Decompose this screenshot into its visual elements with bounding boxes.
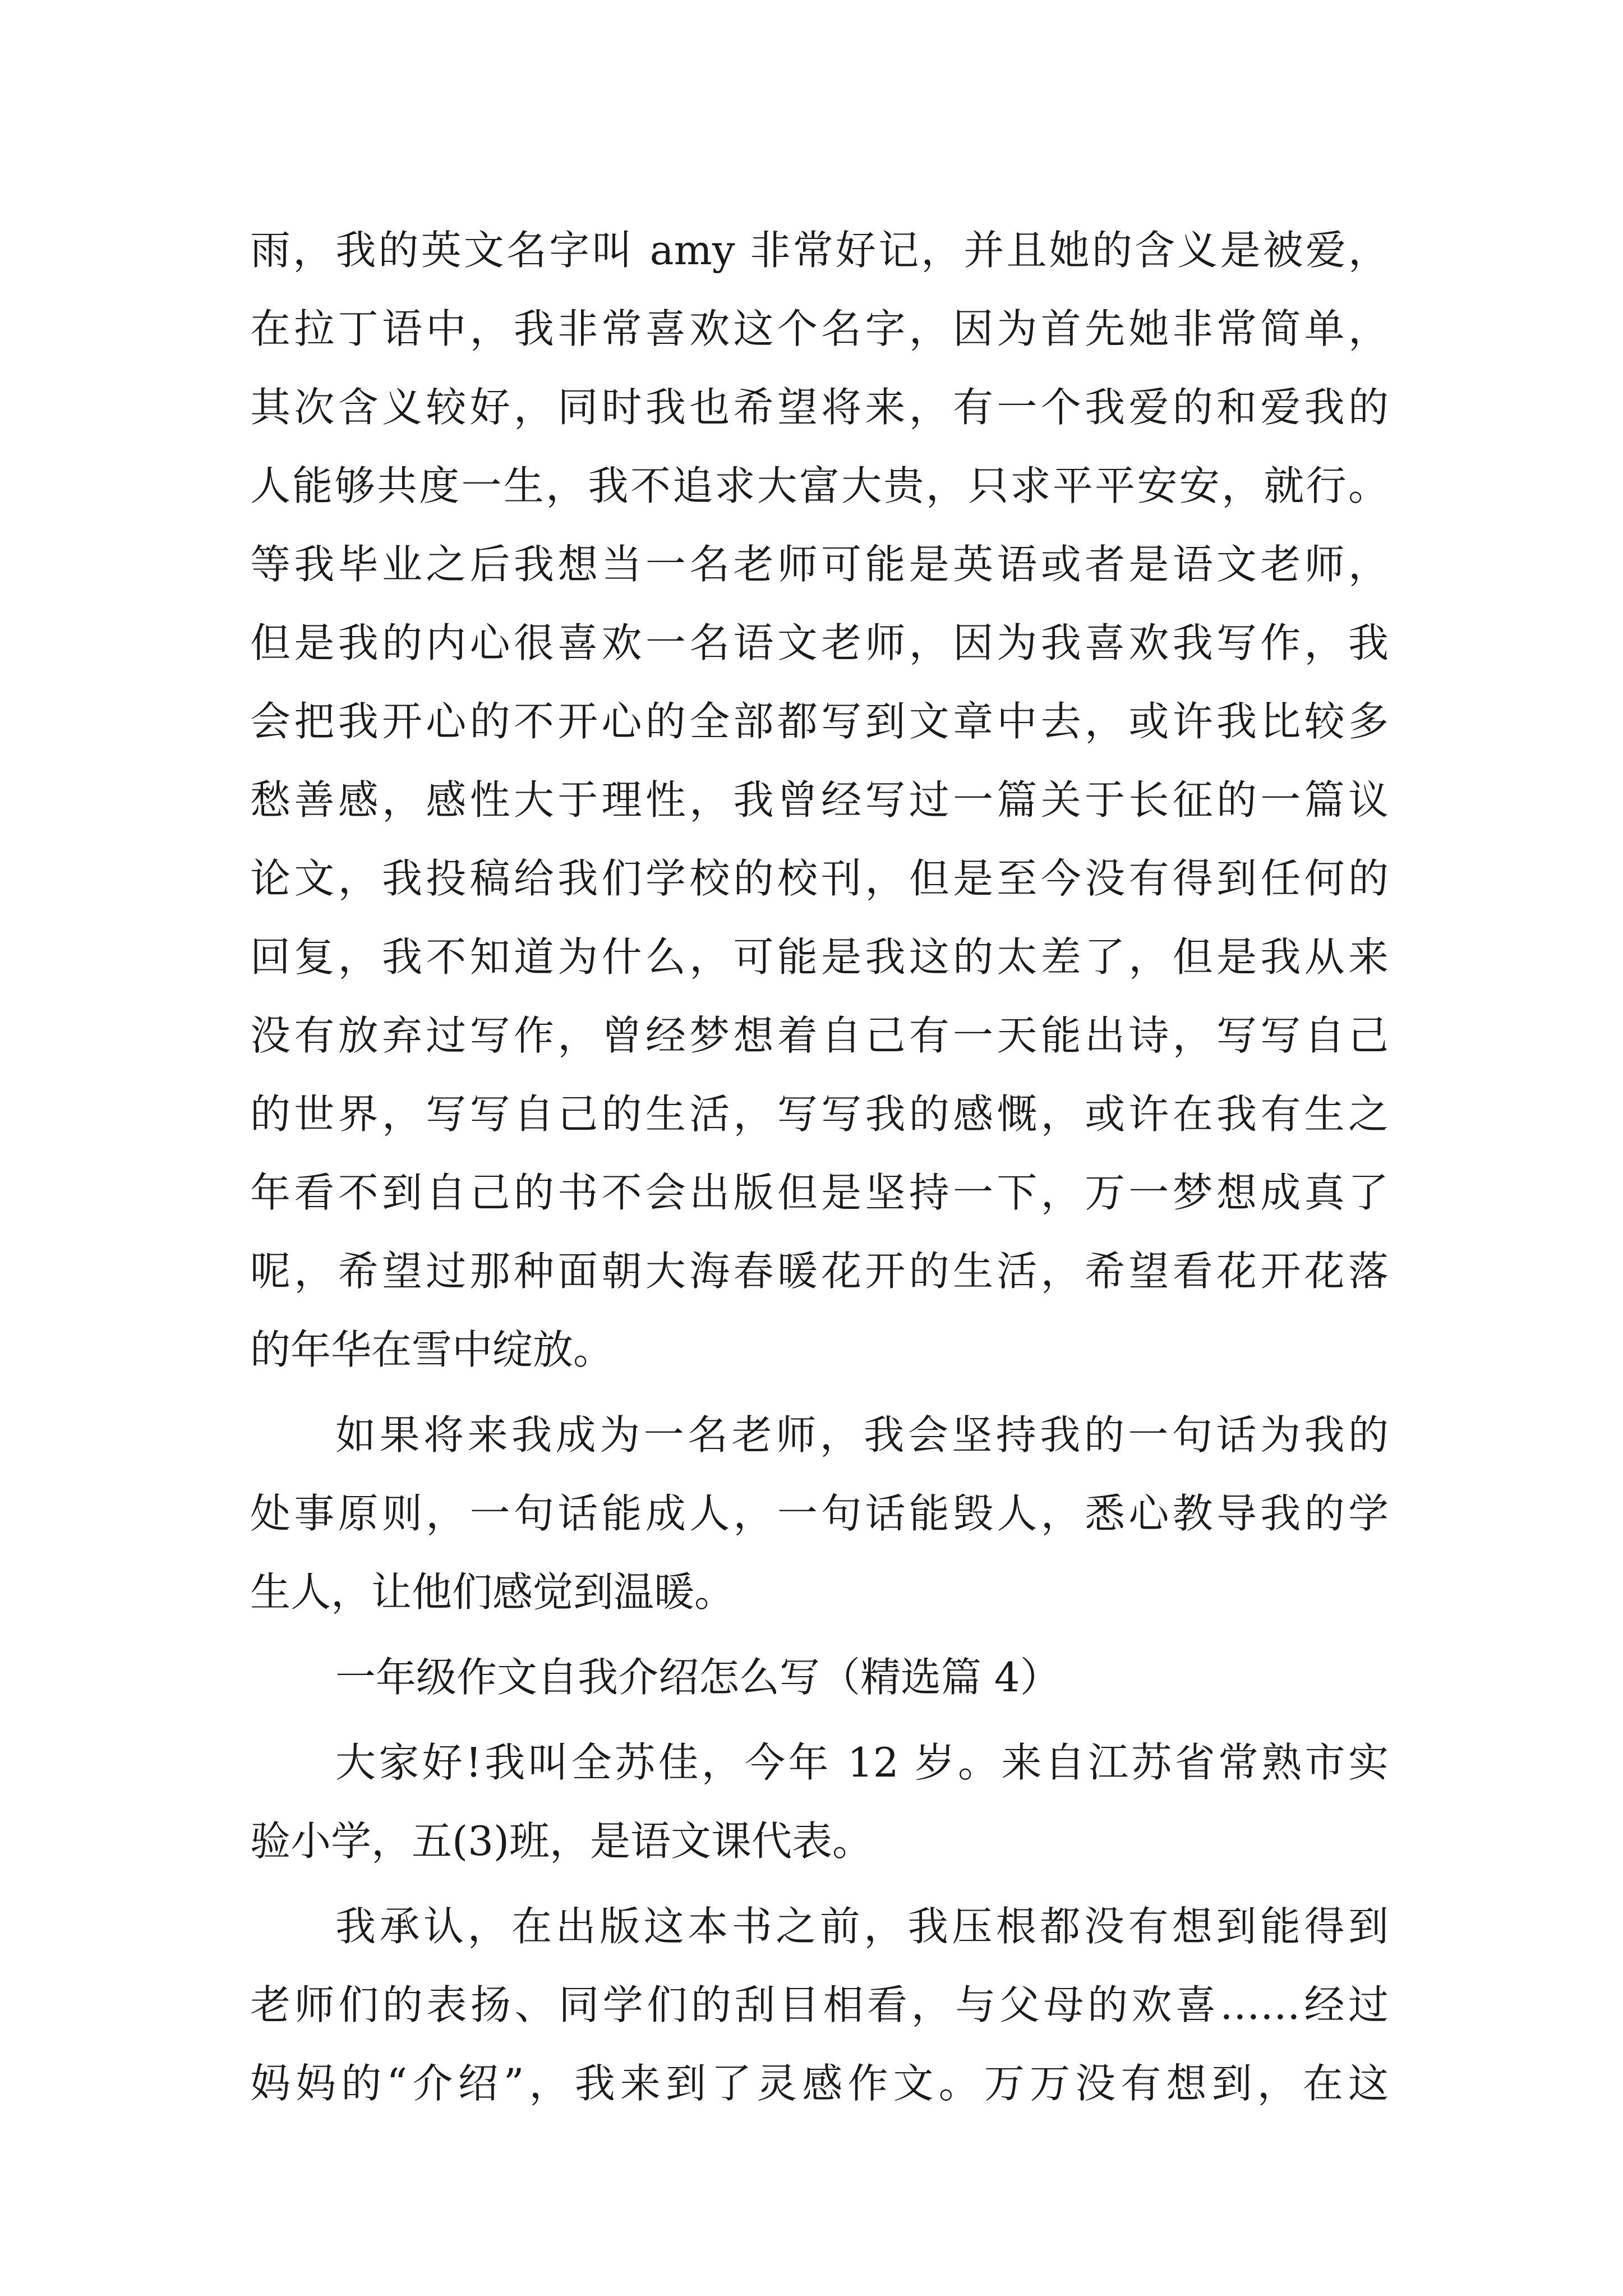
text-line: 老师们的表扬、同学们的刮目相看，与父母的欢喜……经过 [250,1981,1389,2028]
text-line: 愁善感，感性大于理性，我曾经写过一篇关于长征的一篇议 [250,776,1389,823]
paragraph [250,211,1389,1389]
text-line: 论文，我投稿给我们学校的校刊，但是至今没有得到任何的 [250,855,1389,902]
paragraph [250,1887,1389,2123]
text-line: 的世界，写写自己的生活，写写我的感慨，或许在我有生之 [250,1091,1389,1138]
text-line: 回复，我不知道为什么，可能是我这的太差了，但是我从来 [250,933,1389,981]
text-line: 其次含义较好，同时我也希望将来，有一个我爱的和爱我的 [250,384,1389,431]
section-heading [250,1638,1389,1717]
text-line: 等我毕业之后我想当一名老师可能是英语或者是语文老师， [250,541,1389,588]
text-line: 年看不到自己的书不会出版但是坚持一下，万一梦想成真了 [250,1169,1389,1216]
paragraph [250,1723,1389,1880]
text-line: 如果将来我成为一名老师，我会坚持我的一句话为我的 [335,1411,1389,1458]
text-line: 妈妈的“介绍”，我来到了灵感作文。万万没有想到，在这 [250,2060,1389,2107]
text-line: 的年华在雪中绽放。 [250,1326,614,1373]
text-line: 雨，我的英文名字叫 amy 非常好记，并且她的含义是被爱， [250,227,1389,274]
heading-line: 一年级作文自我介绍怎么写（精选篇 4） [335,1654,1061,1701]
text-line: 在拉丁语中，我非常喜欢这个名字，因为首先她非常简单， [250,305,1389,352]
text-line: 处事原则，一句话能成人，一句话能毁人，悉心教导我的学 [250,1490,1389,1537]
text-line: 呢，希望过那种面朝大海春暖花开的生活，希望看花开花落 [250,1248,1389,1295]
text-line: 生人，让他们感觉到温暖。 [250,1568,735,1616]
text-line: 人能够共度一生，我不追求大富大贵，只求平平安安，就行。 [250,462,1389,509]
text-line: 会把我开心的不开心的全部都写到文章中去，或许我比较多 [250,698,1389,745]
text-line: 但是我的内心很喜欢一名语文老师，因为我喜欢我写作，我 [250,619,1389,666]
text-line: 我承认，在出版这本书之前，我压根都没有想到能得到 [335,1903,1389,1950]
text-line: 没有放弃过写作，曾经梦想着自己有一天能出诗，写写自己 [250,1012,1389,1059]
text-line: 验小学，五(3)班，是语文课代表。 [250,1818,873,1865]
paragraph [250,1396,1389,1631]
text-line: 大家好!我叫全苏佳，今年 12 岁。来自江苏省常熟市实 [335,1739,1389,1786]
document-body [250,211,1389,2123]
